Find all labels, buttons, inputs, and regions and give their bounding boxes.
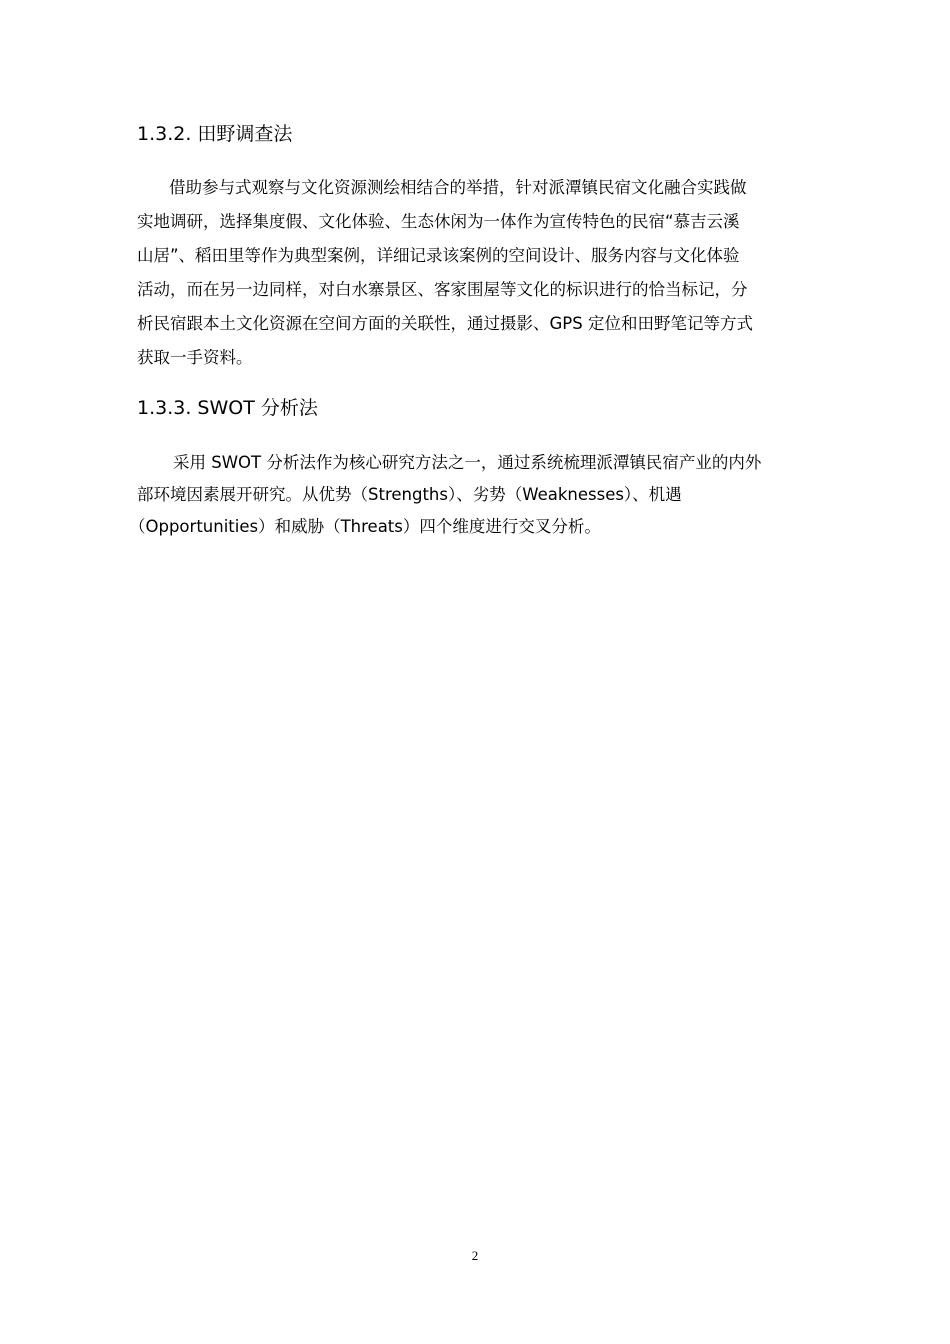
section-heading-swot: 1.3.3. SWOT 分析法 bbox=[137, 397, 318, 419]
paragraph-line: 获取一手资料。 bbox=[137, 348, 253, 367]
section-heading-field-survey: 1.3.2. 田野调查法 bbox=[137, 123, 293, 145]
paragraph-line: 部环境因素展开研究。从优势（Strengths）、劣势（Weaknesses）、机遇 bbox=[137, 485, 682, 504]
paragraph-line: （Opportunities）和威胁（Threats）四个维度进行交叉分析。 bbox=[129, 517, 601, 536]
paragraph-line: 实地调研，选择集度假、文化体验、生态休闲为一体作为宣传特色的民宿“慕吉云溪 bbox=[137, 212, 740, 231]
paragraph-line: 山居”、稻田里等作为典型案例，详细记录该案例的空间设计、服务内容与文化体验 bbox=[137, 246, 740, 265]
paragraph-line: 活动，而在另一边同样，对白水寨景区、客家围屋等文化的标识进行的恰当标记，分 bbox=[137, 280, 748, 299]
paragraph-line: 借助参与式观察与文化资源测绘相结合的举措，针对派潭镇民宿文化融合实践做 bbox=[169, 178, 747, 197]
paragraph-line: 采用 SWOT 分析法作为核心研究方法之一，通过系统梳理派潭镇民宿产业的内外 bbox=[173, 453, 762, 472]
paragraph-line: 析民宿跟本土文化资源在空间方面的关联性，通过摄影、GPS 定位和田野笔记等方式 bbox=[137, 314, 753, 333]
page-number: 2 bbox=[471, 1248, 479, 1263]
